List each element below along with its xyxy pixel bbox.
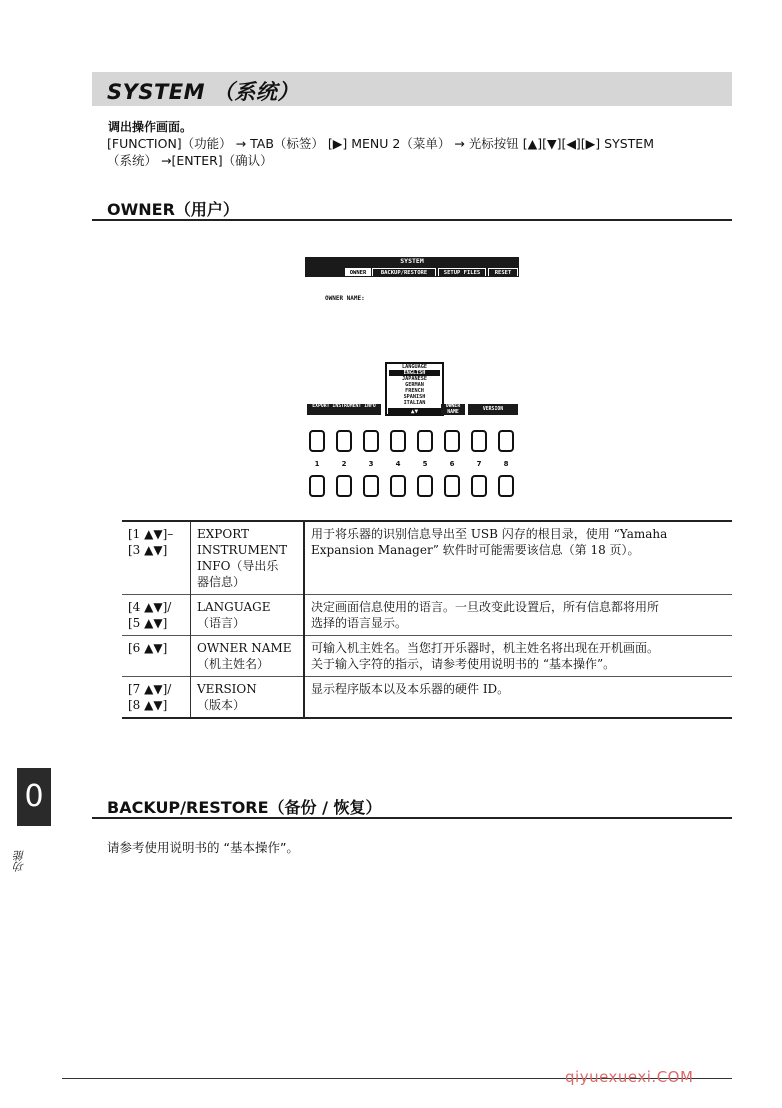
instruction-label: 调出操作画面。 bbox=[108, 120, 193, 134]
instruction-line-2: （系统） →[ENTER]（确认） bbox=[107, 153, 273, 168]
panel-button-up-8[interactable] bbox=[498, 430, 514, 452]
table-cell-name: LANGUAGE （语言） bbox=[191, 595, 305, 636]
panel-button-up-3[interactable] bbox=[363, 430, 379, 452]
chapter-tab: 0 bbox=[17, 768, 51, 826]
lcd-language-item[interactable]: SPANISH bbox=[403, 394, 426, 400]
backup-section-rule bbox=[92, 817, 732, 819]
panel-button-down-2[interactable] bbox=[336, 475, 352, 497]
table-cell-description: 可输入机主姓名。当您打开乐器时，机主姓名将出现在开机画面。 关于输入字符的指示，请参考使用说明书的 “基本操作”。 bbox=[311, 641, 660, 671]
panel-button-down-1[interactable] bbox=[309, 475, 325, 497]
lcd-language-header: LANGUAGE bbox=[402, 364, 427, 370]
lcd-language-item[interactable]: FRENCH bbox=[405, 388, 424, 394]
lcd-language-item[interactable]: JAPANESE bbox=[402, 376, 427, 382]
panel-button-up-4[interactable] bbox=[390, 430, 406, 452]
backup-section-text: 请参考使用说明书的 “基本操作”。 bbox=[107, 840, 299, 855]
panel-button-down-3[interactable] bbox=[363, 475, 379, 497]
panel-button-down-6[interactable] bbox=[444, 475, 460, 497]
lcd-title: SYSTEM bbox=[400, 257, 424, 265]
table-row bbox=[122, 521, 732, 595]
lcd-owner-name-label: OWNER NAME: bbox=[325, 295, 365, 302]
panel-button-number: 3 bbox=[368, 460, 374, 468]
lcd-screen bbox=[305, 257, 520, 417]
lcd-owner-name-button[interactable]: OWNER NAME bbox=[441, 404, 465, 415]
lcd-language-item[interactable]: ENGLISH bbox=[389, 370, 440, 376]
panel-button-down-4[interactable] bbox=[390, 475, 406, 497]
table-cell-name: EXPORT INSTRUMENT INFO（导出乐 器信息） bbox=[191, 521, 305, 595]
panel-button-number: 4 bbox=[395, 460, 401, 468]
panel-button-number: 5 bbox=[422, 460, 428, 468]
panel-button-number: 7 bbox=[476, 460, 482, 468]
table-cell-name: OWNER NAME （机主姓名） bbox=[191, 636, 305, 677]
lcd-tab-setup-files[interactable]: SETUP FILES bbox=[438, 268, 486, 276]
panel-button-number: 8 bbox=[503, 460, 509, 468]
table-cell-name: VERSION （版本） bbox=[191, 677, 305, 719]
chapter-label: 功能 bbox=[13, 850, 26, 872]
watermark: qiyuexuexi.COM bbox=[565, 1068, 694, 1086]
lcd-language-arrows-icon: ▲▼ bbox=[388, 408, 441, 415]
table-row bbox=[122, 595, 732, 636]
function-table bbox=[122, 520, 732, 719]
panel-button-up-5[interactable] bbox=[417, 430, 433, 452]
panel-button-down-5[interactable] bbox=[417, 475, 433, 497]
lcd-tab-owner[interactable]: OWNER bbox=[345, 268, 371, 276]
lcd-tab-reset[interactable]: RESET bbox=[488, 268, 518, 276]
lcd-language-item[interactable]: GERMAN bbox=[405, 382, 424, 388]
panel-button-up-6[interactable] bbox=[444, 430, 460, 452]
panel-button-number: 6 bbox=[449, 460, 455, 468]
table-cell-description: 决定画面信息使用的语言。一旦改变此设置后，所有信息都将用所 选择的语言显示。 bbox=[311, 600, 660, 630]
panel-button-down-7[interactable] bbox=[471, 475, 487, 497]
instruction-line-1: [FUNCTION]（功能） → TAB（标签） [▶] MENU 2（菜单） → 光标按钮 [▲][▼][◀][▶] SYSTEM bbox=[107, 136, 654, 151]
lcd-tab-backup-restore[interactable]: BACKUP/RESTORE bbox=[372, 268, 436, 276]
table-cell-keys: [4 ▲▼]/ [5 ▲▼] bbox=[122, 595, 191, 636]
table-cell-keys: [6 ▲▼] bbox=[122, 636, 191, 677]
panel-button-down-8[interactable] bbox=[498, 475, 514, 497]
table-cell-description: 用于将乐器的识别信息导出至 USB 闪存的根目录，使用 “Yamaha Expansion Manager” 软件时可能需要该信息（第 18 页）。 bbox=[311, 527, 668, 557]
backup-section-title: BACKUP/RESTORE（备份 / 恢复） bbox=[107, 798, 382, 817]
lcd-language-box[interactable] bbox=[385, 362, 444, 416]
owner-section-rule bbox=[92, 219, 732, 221]
table-row bbox=[122, 677, 732, 719]
table-cell-description: 显示程序版本以及本乐器的硬件 ID。 bbox=[311, 682, 510, 696]
lcd-version-button[interactable]: VERSION bbox=[468, 404, 518, 415]
lcd-export-instrument-info-button[interactable]: EXPORT INSTRUMENT INFO bbox=[307, 404, 381, 415]
owner-section-title: OWNER（用户） bbox=[107, 200, 239, 219]
panel-button-up-2[interactable] bbox=[336, 430, 352, 452]
panel-button-up-7[interactable] bbox=[471, 430, 487, 452]
lcd-language-item[interactable]: ITALIAN bbox=[403, 400, 426, 406]
table-cell-keys: [7 ▲▼]/ [8 ▲▼] bbox=[122, 677, 191, 719]
panel-button-number: 2 bbox=[341, 460, 347, 468]
table-cell-keys: [1 ▲▼]– [3 ▲▼] bbox=[122, 521, 191, 595]
page-title: SYSTEM （系统） bbox=[107, 80, 299, 104]
panel-button-up-1[interactable] bbox=[309, 430, 325, 452]
table-row bbox=[122, 636, 732, 677]
panel-button-number: 1 bbox=[314, 460, 320, 468]
